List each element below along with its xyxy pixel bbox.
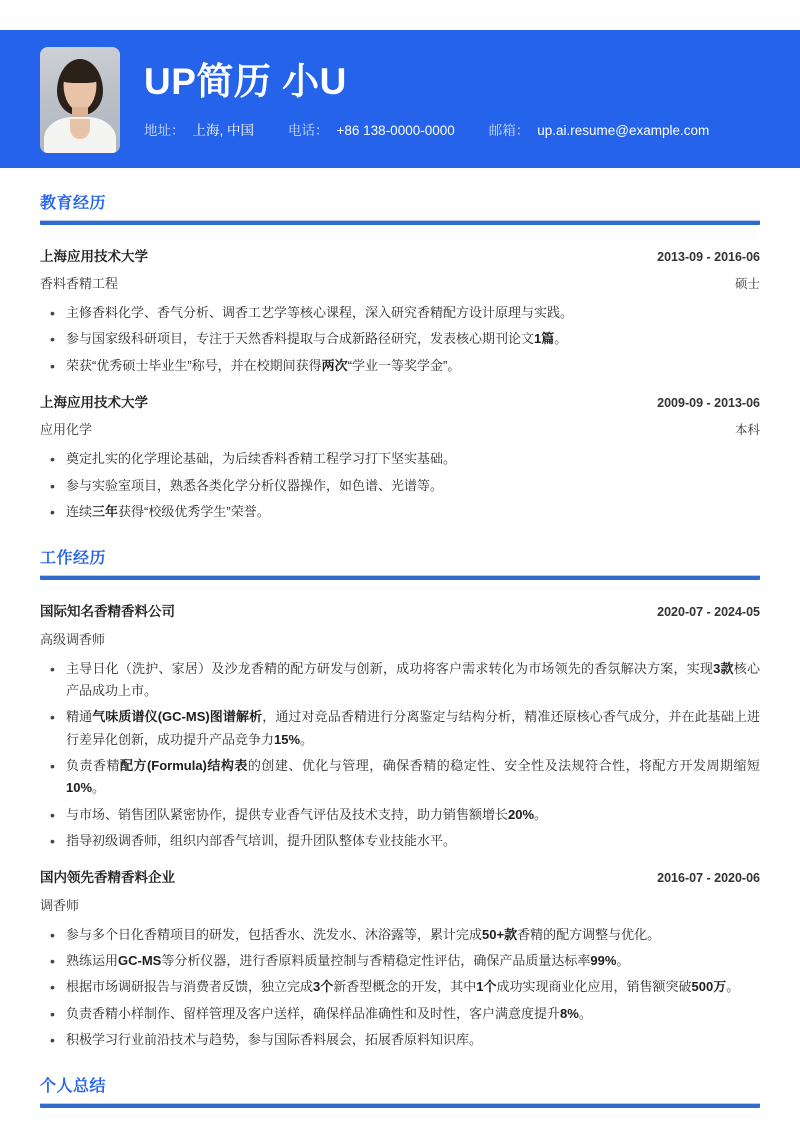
entry-bullet-list	[40, 924, 760, 1052]
entry-subheader-row	[40, 273, 760, 292]
list-item: • 与市场、销售团队紧密协作，提供专业香气评估及技术支持，助力销售额增长20%。	[66, 804, 760, 826]
resume-section	[40, 194, 760, 523]
entry-organization: 上海应用技术大学	[40, 248, 148, 264]
contact-label-address: 地址：	[144, 123, 185, 139]
list-item: • 荣获“优秀硕士毕业生”称号，并在校期间获得两次“学业一等奖学金”。	[66, 355, 760, 377]
section-header	[40, 1077, 760, 1114]
entry-degree: 本科	[734, 423, 760, 438]
list-item: • 负责香精配方(Formula)结构表的创建、优化与管理，确保香精的稳定性、安全性及法规符合性，将配方开发周期缩短10%。	[66, 755, 760, 800]
list-item: • 负责香精小样制作、留样管理及客户送样，确保样品准确性和及时性，客户满意度提升8%。	[66, 1003, 760, 1025]
entry-date-range: 2009-09 - 2013-06	[657, 396, 760, 411]
entry-date-range: 2016-07 - 2020-06	[657, 871, 760, 886]
contact-value-phone: +86 138-0000-0000	[336, 123, 455, 139]
contact-value-email[interactable]: up.ai.resume@example.com	[537, 123, 710, 139]
resume-entry	[40, 393, 760, 523]
list-item: • 指导初级调香师，组织内部香气培训，提升团队整体专业技能水平。	[66, 830, 760, 852]
entry-degree: 硕士	[734, 277, 760, 292]
list-item: • 积极学习行业前沿技术与趋势，参与国际香料展会，拓展香原料知识库。	[66, 1029, 760, 1051]
contact-value-address: 上海, 中国	[192, 123, 255, 139]
list-item: • 参与多个日化香精项目的研发，包括香水、洗发水、沐浴露等，累计完成50+款香精的配方调整与优化。	[66, 924, 760, 946]
entry-role: 高级调香师	[40, 631, 106, 647]
section-divider	[40, 220, 760, 225]
entry-header-row	[40, 602, 760, 622]
entry-date-range: 2020-07 - 2024-05	[657, 605, 760, 620]
resume-entry	[40, 247, 760, 377]
entry-bullet-list	[40, 658, 760, 853]
entry-header-row	[40, 868, 760, 888]
contact-label-phone: 电话：	[288, 123, 329, 139]
header-text-block	[144, 61, 709, 140]
section-header	[40, 194, 760, 231]
list-item: • 主导日化（洗护、家居）及沙龙香精的配方研发与创新，成功将客户需求转化为市场领先的香氛解决方案，实现3款核心产品成功上市。	[66, 658, 760, 703]
entry-subheader-row	[40, 419, 760, 438]
entry-subheader-row	[40, 895, 760, 914]
entry-subheader-row	[40, 629, 760, 648]
list-item: • 连续三年获得“校级优秀学生”荣誉。	[66, 501, 760, 523]
resume-section	[40, 1077, 760, 1114]
resume-header	[0, 30, 800, 168]
section-divider	[40, 575, 760, 580]
entry-role: 香料香精工程	[40, 276, 119, 292]
entry-date-range: 2013-09 - 2016-06	[657, 249, 760, 264]
section-title: 教育经历	[40, 195, 107, 212]
entry-organization: 国际知名香精香料公司	[40, 604, 175, 620]
entry-organization: 国内领先香精香料企业	[40, 870, 175, 886]
contact-list	[144, 119, 709, 139]
contact-item-email	[489, 119, 710, 139]
entry-organization: 上海应用技术大学	[40, 395, 148, 411]
sections-container	[40, 194, 760, 1114]
entry-bullet-list	[40, 448, 760, 523]
entry-role: 调香师	[40, 897, 80, 913]
portrait-collar	[70, 119, 90, 139]
list-item: • 精通气味质谱仪(GC-MS)图谱解析，通过对竞品香精进行分离鉴定与结构分析，精准还原核心香气成分，并在此基础上进行差异化创新，成功提升产品竞争力15%。	[66, 706, 760, 751]
entry-header-row	[40, 393, 760, 413]
list-item: • 熟练运用GC-MS等分析仪器，进行香原料质量控制与香精稳定性评估，确保产品质量达标率99%。	[66, 950, 760, 972]
list-item: • 主修香料化学、香气分析、调香工艺学等核心课程，深入研究香精配方设计原理与实践。	[66, 302, 760, 324]
contact-label-email: 邮箱：	[488, 123, 530, 139]
resume-section	[40, 549, 760, 1051]
list-item: • 参与国家级科研项目，专注于天然香料提取与合成新路径研究，发表核心期刊论文1篇。	[66, 328, 760, 350]
portrait-photo-image	[40, 47, 120, 153]
list-item: • 参与实验室项目，熟悉各类化学分析仪器操作，如色谱、光谱等。	[66, 475, 760, 497]
entry-bullet-list	[40, 302, 760, 377]
list-item: • 奠定扎实的化学理论基础，为后续香料香精工程学习打下坚实基础。	[66, 448, 760, 470]
contact-item-address	[144, 119, 254, 139]
entry-header-row	[40, 247, 760, 267]
section-divider	[40, 1103, 760, 1108]
entry-role: 应用化学	[40, 422, 93, 438]
page-top-margin	[0, 0, 800, 30]
section-title: 工作经历	[40, 550, 107, 568]
section-header	[40, 549, 760, 586]
section-title: 个人总结	[40, 1078, 107, 1096]
resume-body	[0, 194, 800, 1114]
resume-entry	[40, 602, 760, 852]
page-title: UP简历 小U	[144, 60, 347, 102]
contact-item-phone	[288, 119, 455, 139]
list-item: • 根据市场调研报告与消费者反馈，独立完成3个新香型概念的开发，其中1个成功实现商业化应用，销售额突破500万。	[66, 976, 760, 998]
avatar	[40, 47, 120, 153]
resume-entry	[40, 868, 760, 1051]
